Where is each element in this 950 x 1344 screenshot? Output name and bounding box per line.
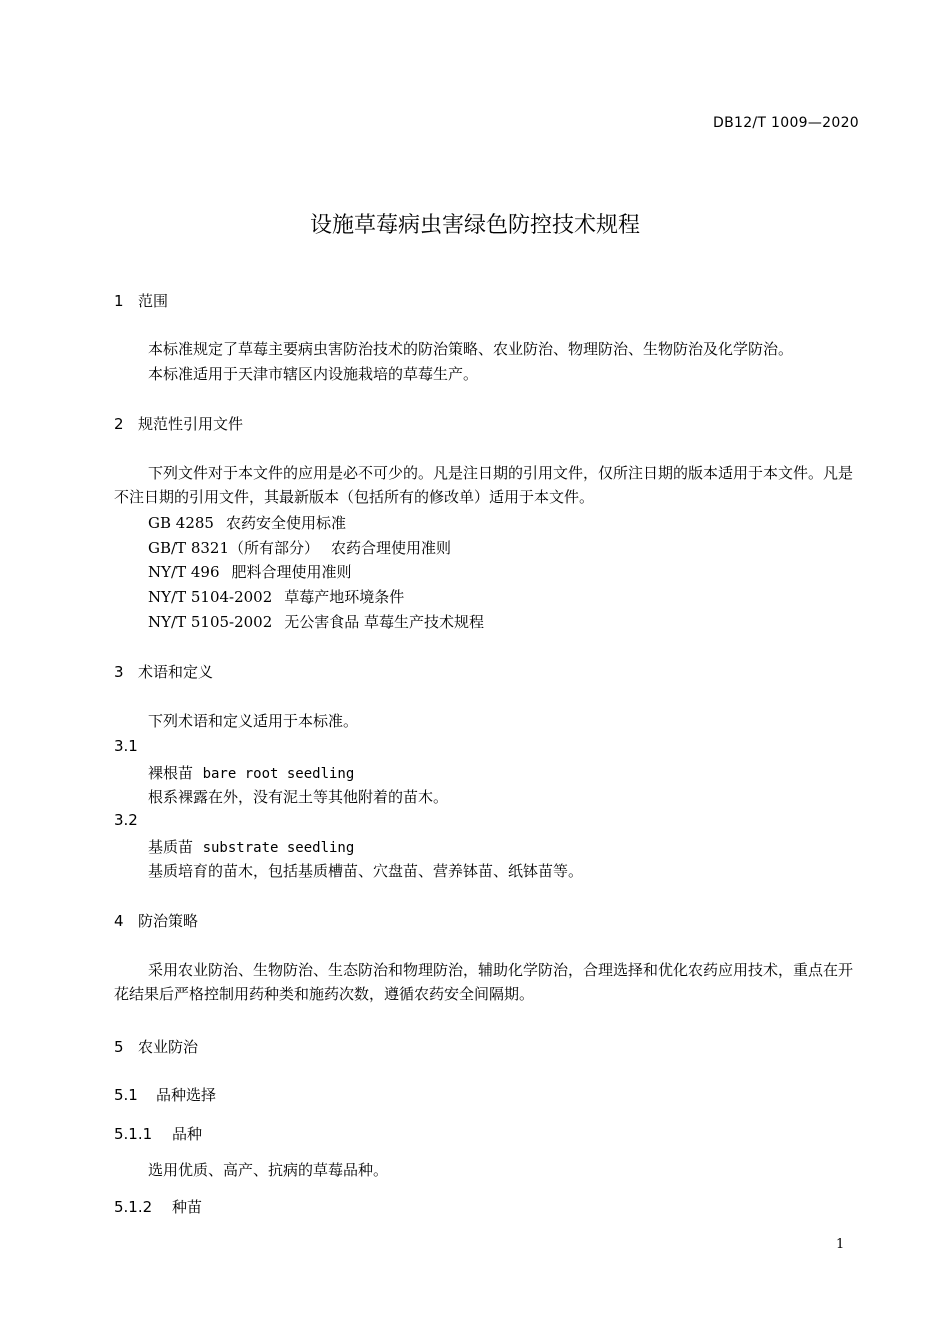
term-en: bare root seedling (202, 766, 355, 782)
reference-code: NY/T 496 (148, 563, 220, 581)
reference-name: 草莓产地环境条件 (284, 588, 405, 606)
section-title: 术语和定义 (138, 663, 214, 681)
reference-item (148, 611, 484, 632)
paragraph: 本标准适用于天津市辖区内设施栽培的草莓生产。 (148, 365, 479, 383)
term-en: substrate seedling (202, 840, 355, 856)
subsection-5-1-2-heading (114, 1196, 202, 1217)
section-number: 1 (114, 292, 124, 310)
section-number: 4 (114, 912, 124, 930)
section-number: 5.1.2 (114, 1198, 153, 1216)
section-number: 5.1.1 (114, 1125, 153, 1143)
paragraph: 采用农业防治、生物防治、生态防治和物理防治，辅助化学防治，合理选择和优化农药应用技术，重点在开花结果后严格控制用药种类和施药次数，遵循农药安全间隔期。 (114, 961, 854, 1003)
section-title: 品种 (172, 1125, 203, 1143)
section-title: 种苗 (172, 1198, 203, 1216)
reference-item (148, 561, 352, 582)
section-3-heading (114, 661, 213, 682)
reference-code: GB 4285 (148, 514, 214, 532)
section-title: 范围 (138, 292, 169, 310)
standard-code: DB12/T 1009—2020 (713, 115, 859, 131)
section-5-heading (114, 1036, 198, 1057)
reference-code: NY/T 5105-2002 (148, 613, 273, 631)
paragraph: 本标准规定了草莓主要病虫害防治技术的防治策略、农业防治、物理防治、生物防治及化学防治。 (148, 340, 794, 358)
term-definition: 基质培育的苗木，包括基质槽苗、穴盘苗、营养钵苗、纸钵苗等。 (148, 862, 584, 880)
section-title: 防治策略 (138, 912, 199, 930)
paragraph: 下列术语和定义适用于本标准。 (148, 712, 359, 730)
section-title: 规范性引用文件 (138, 415, 244, 433)
section-number: 5 (114, 1038, 124, 1056)
document-title: 设施草莓病虫害绿色防控技术规程 (309, 213, 640, 238)
page-number: 1 (836, 1237, 845, 1252)
reference-item (148, 537, 451, 558)
reference-name: 农药合理使用准则 (331, 539, 452, 557)
term-zh: 裸根苗 (148, 764, 194, 782)
section-title: 农业防治 (138, 1038, 199, 1056)
reference-item (148, 586, 404, 607)
term-zh: 基质苗 (148, 838, 194, 856)
paragraph: 选用优质、高产、抗病的草莓品种。 (148, 1161, 389, 1179)
reference-name: 农药安全使用标准 (225, 514, 346, 532)
reference-name: 肥料合理使用准则 (231, 563, 352, 581)
section-1-heading (114, 290, 168, 311)
term-heading (148, 762, 354, 783)
reference-name: 无公害食品 草莓生产技术规程 (284, 613, 485, 631)
reference-item (148, 512, 346, 533)
term-number: 3.1 (114, 737, 138, 755)
term-heading (148, 836, 354, 857)
paragraph: 下列文件对于本文件的应用是必不可少的。凡是注日期的引用文件，仅所注日期的版本适用于本文件。凡是不注日期的引用文件，其最新版本（包括所有的修改单）适用于本文件。 (114, 464, 854, 506)
section-2-heading (114, 413, 243, 434)
reference-code: NY/T 5104-2002 (148, 588, 273, 606)
section-number: 2 (114, 415, 124, 433)
section-4-heading (114, 910, 198, 931)
section-title: 品种选择 (156, 1086, 217, 1104)
subsection-5-1-heading (114, 1084, 216, 1105)
term-number: 3.2 (114, 811, 138, 829)
term-definition: 根系裸露在外，没有泥土等其他附着的苗木。 (148, 788, 449, 806)
section-number: 5.1 (114, 1086, 138, 1104)
section-number: 3 (114, 663, 124, 681)
reference-code: GB/T 8321（所有部分） (148, 539, 320, 557)
subsection-5-1-1-heading (114, 1123, 202, 1144)
